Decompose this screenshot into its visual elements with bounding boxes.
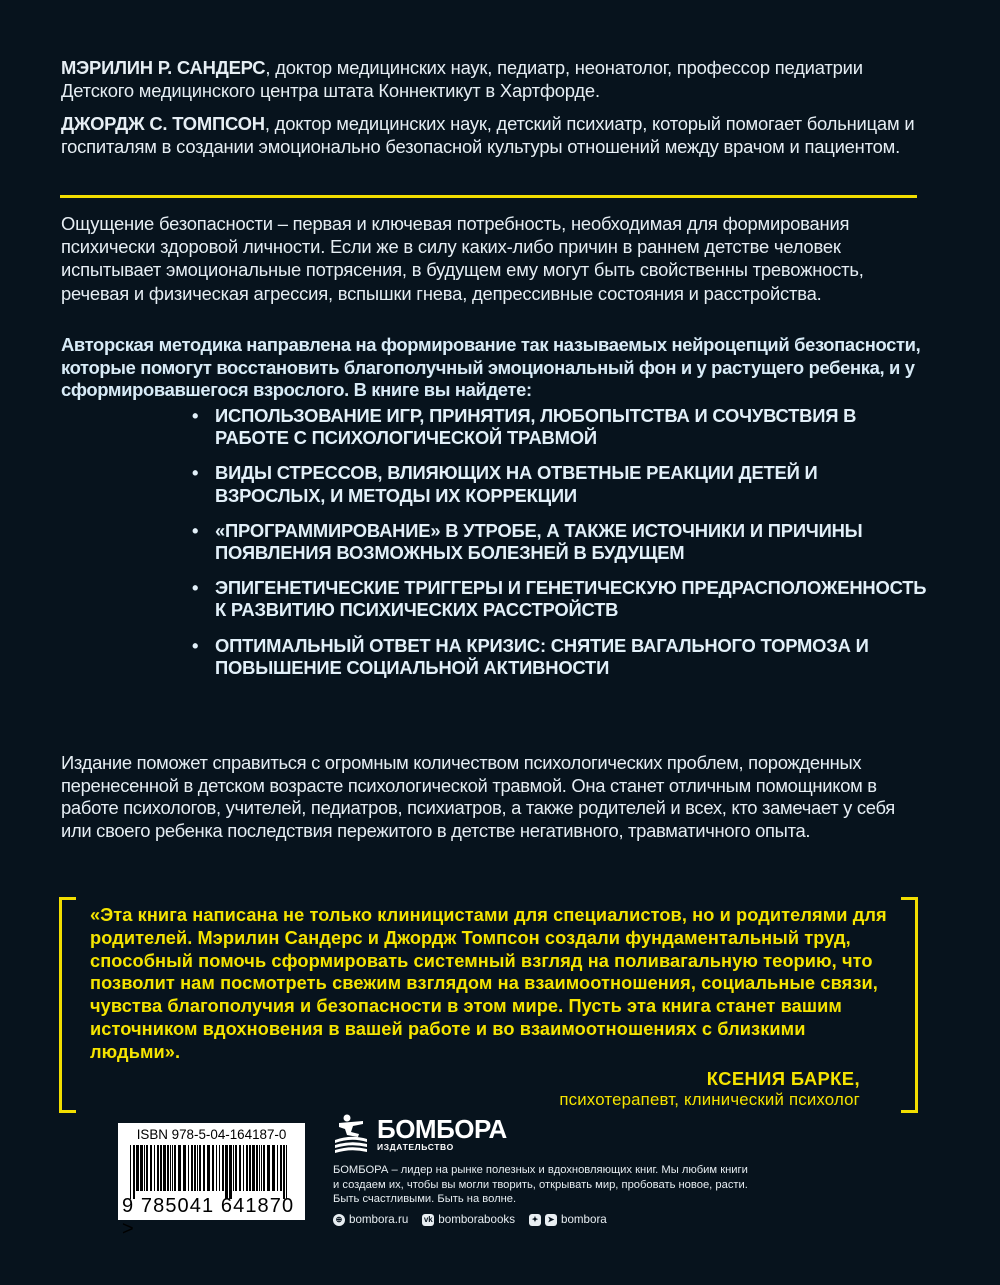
- publisher-description: БОМБОРА – лидер на рынке полезных и вдохновляющих книг. Мы любим книги и создаем их, чтобы вы могли творить, открывать мир, пробовать новое, расти. Быть счастливыми. Быть на волне.: [333, 1164, 748, 1206]
- link-label: bombora: [561, 1213, 607, 1226]
- barcode-bar: [233, 1145, 234, 1191]
- barcode-bar: [212, 1145, 214, 1191]
- barcode-bar: [243, 1145, 244, 1191]
- barcode-bar: [194, 1145, 196, 1191]
- bullet-icon: •: [192, 634, 199, 656]
- list-item: [190, 462, 930, 506]
- barcode-bar: [259, 1145, 260, 1191]
- link-label: bombora.ru: [349, 1213, 409, 1226]
- author-bio-text: , доктор медицинских наук, педиатр, неонатолог, профессор педиатрии Детского медицинского центра штата Коннектикут в Хартфорде.: [61, 57, 863, 101]
- barcode-bar: [144, 1145, 145, 1191]
- bullet-icon: •: [192, 577, 199, 599]
- method-paragraph: Авторская методика направлена на формирование так называемых нейроцепций безопасности, которые помогут восстановить благополучный эмоциональный фон и у растущего ребенка, и у сформировавшегося взрослого. В книге вы найдете:: [61, 334, 921, 401]
- barcode-bar: [170, 1145, 171, 1191]
- barcode-bar: [235, 1145, 237, 1191]
- list-item: [190, 405, 930, 449]
- intro-paragraph: [61, 212, 921, 305]
- barcode-bar: [252, 1145, 255, 1191]
- barcode-bar: [286, 1145, 287, 1199]
- quote-author: КСЕНИЯ БАРКЕ,: [706, 1068, 860, 1089]
- barcode-bar: [261, 1145, 262, 1191]
- surfer-logo-icon: [333, 1114, 369, 1154]
- quote-author-role: психотерапевт, клинический психолог: [559, 1090, 860, 1109]
- intro-text: Ощущение безопасности – первая и ключевая потребность, необходимая для формирования психически здоровой личности. Если же в силу каких-либо причин в раннем детстве человек испытывает эмоциональные потрясения, в будущем ему могут быть свойственны тревожность, речевая и физическая агрессия, вспышки гнева, депрессивные состояния и расстройства.: [61, 213, 864, 304]
- barcode-bar: [174, 1145, 176, 1191]
- barcode-bar: [207, 1145, 210, 1191]
- publisher-name: БОМБОРА: [377, 1114, 507, 1145]
- barcode-bar: [222, 1145, 224, 1191]
- barcode-bar: [154, 1145, 155, 1191]
- barcode-bar: [163, 1145, 166, 1191]
- barcode-bar: [160, 1145, 162, 1191]
- barcode-bar: [256, 1145, 258, 1191]
- barcode-bar: [178, 1145, 181, 1191]
- testimonial-quote: [59, 897, 918, 1113]
- barcode-bar: [167, 1145, 169, 1191]
- barcode-bar: [239, 1145, 241, 1191]
- barcode-bar: [140, 1145, 143, 1191]
- link-label: bomborabooks: [438, 1213, 515, 1226]
- yellow-divider: [60, 195, 917, 198]
- author-bio-text: , доктор медицинских наук, детский психиатр, который помогает больницам и госпиталям в создании эмоционально безопасной культуры отношений между врачом и пациентом.: [61, 113, 915, 157]
- feature-list: [190, 405, 930, 692]
- bullet-icon: •: [192, 405, 199, 426]
- isbn-barcode: [118, 1123, 305, 1240]
- right-bracket-decoration: [901, 897, 918, 1113]
- barcode-bar: [277, 1145, 278, 1191]
- globe-icon: ⊕: [333, 1214, 345, 1226]
- bullet-icon: •: [192, 462, 199, 484]
- list-item-text: ЭПИГЕНЕТИЧЕСКИЕ ТРИГГЕРЫ И ГЕНЕТИЧЕСКУЮ ПРЕДРАСПОЛОЖЕННОСТЬ К РАЗВИТИЮ ПСИХИЧЕСКИХ РАССТРОЙСТВ: [215, 577, 927, 621]
- list-item-text: ИСПОЛЬЗОВАНИЕ ИГР, ПРИНЯТИЯ, ЛЮБОПЫТСТВА И СОЧУВСТВИЯ В РАБОТЕ С ПСИХОЛОГИЧЕСКОЙ ТРАВМОЙ: [215, 405, 857, 449]
- barcode-bar: [263, 1145, 265, 1191]
- barcode-icon: [130, 1145, 290, 1199]
- telegram-link[interactable]: [529, 1213, 607, 1226]
- barcode-bar: [130, 1145, 131, 1199]
- list-item-text: ОПТИМАЛЬНЫЙ ОТВЕТ НА КРИЗИС: СНЯТИЕ ВАГАЛЬНОГО ТОРМОЗА И ПОВЫШЕНИЕ СОЦИАЛЬНОЙ АКТИВНОСТИ: [215, 634, 869, 678]
- publisher-links: [333, 1213, 621, 1226]
- closing-paragraph: Издание поможет справиться с огромным количеством психологических проблем, порожденных перенесенной в детском возрасте психологической травмой. Она станет отличным помощником в работе психологов, учителей, педиатров, психиатров, а также родителей и всех, кто замечает у себя или своего ребенка последствия пережитого в детстве негативного, травматичного опыта.: [61, 752, 895, 841]
- barcode-bar: [191, 1145, 193, 1191]
- barcode-bar: [136, 1145, 139, 1191]
- left-bracket-decoration: [59, 897, 76, 1113]
- website-link[interactable]: [333, 1213, 408, 1226]
- sparkle-icon: ✦: [529, 1214, 541, 1226]
- author-name: МЭРИЛИН Р. САНДЕРС: [61, 57, 266, 78]
- author-name: ДЖОРДЖ С. ТОМПСОН: [61, 113, 265, 134]
- list-item-text: «ПРОГРАММИРОВАНИЕ» В УТРОБЕ, А ТАКЖЕ ИСТОЧНИКИ И ПРИЧИНЫ ПОЯВЛЕНИЯ ВОЗМОЖНЫХ БОЛЕЗНЕЙ В БУДУЩЕМ: [215, 519, 863, 564]
- list-item-text: ВИДЫ СТРЕССОВ, ВЛИЯЮЩИХ НА ОТВЕТНЫЕ РЕАКЦИИ ДЕТЕЙ И ВЗРОСЛЫХ, И МЕТОДЫ ИХ КОРРЕКЦИИ: [215, 462, 818, 506]
- barcode-bar: [229, 1145, 232, 1199]
- publisher-logo: [333, 1114, 507, 1154]
- author-bio: [61, 56, 921, 102]
- bullet-icon: •: [192, 519, 199, 541]
- isbn-digits: 9 785041 641870 >: [122, 1195, 295, 1240]
- barcode-bar: [272, 1145, 275, 1191]
- barcode-bar: [150, 1145, 152, 1191]
- list-item: [190, 520, 930, 564]
- list-item: [190, 635, 930, 679]
- telegram-icon: ➤: [545, 1214, 557, 1226]
- isbn-label: ISBN 978-5-04-164187-0: [136, 1127, 287, 1142]
- barcode-bar: [199, 1145, 201, 1191]
- barcode-bar: [203, 1145, 205, 1191]
- barcode-bar: [219, 1145, 220, 1191]
- barcode-bar: [146, 1145, 148, 1191]
- barcode-bar: [157, 1145, 159, 1191]
- vk-icon: vk: [423, 1215, 433, 1224]
- barcode-bar: [183, 1145, 186, 1191]
- barcode-bar: [172, 1145, 173, 1191]
- author-bio: [61, 112, 921, 158]
- barcode-bar: [280, 1145, 282, 1191]
- barcode-bar: [197, 1145, 198, 1191]
- barcode-bar: [216, 1145, 217, 1191]
- publisher-subtitle: ИЗДАТЕЛЬСТВО: [377, 1142, 454, 1153]
- vk-link[interactable]: [422, 1213, 515, 1226]
- barcode-bar: [133, 1145, 135, 1199]
- quote-text: «Эта книга написана не только клиницистами для специалистов, но и родителями для родителей. Мэрилин Сандерс и Джордж Томпсон создали фундаментальный труд, способный помочь сформировать системный взгляд на поливагальную теорию, что позволит нам посмотреть свежим взглядом на взаимоотношения, социальные связи, чувства благополучия и безопасности в этом мире. Пусть эта книга станет вашим источником вдохновения в вашей работе и во взаимоотношениях с близкими людьми».: [90, 905, 887, 1062]
- barcode-bar: [283, 1145, 285, 1199]
- barcode-bar: [246, 1145, 248, 1191]
- barcode-bar: [225, 1145, 228, 1199]
- barcode-bar: [249, 1145, 251, 1191]
- authors-section: [61, 56, 921, 168]
- barcode-bar: [267, 1145, 270, 1191]
- barcode-bar: [188, 1145, 189, 1191]
- list-item: [190, 577, 930, 621]
